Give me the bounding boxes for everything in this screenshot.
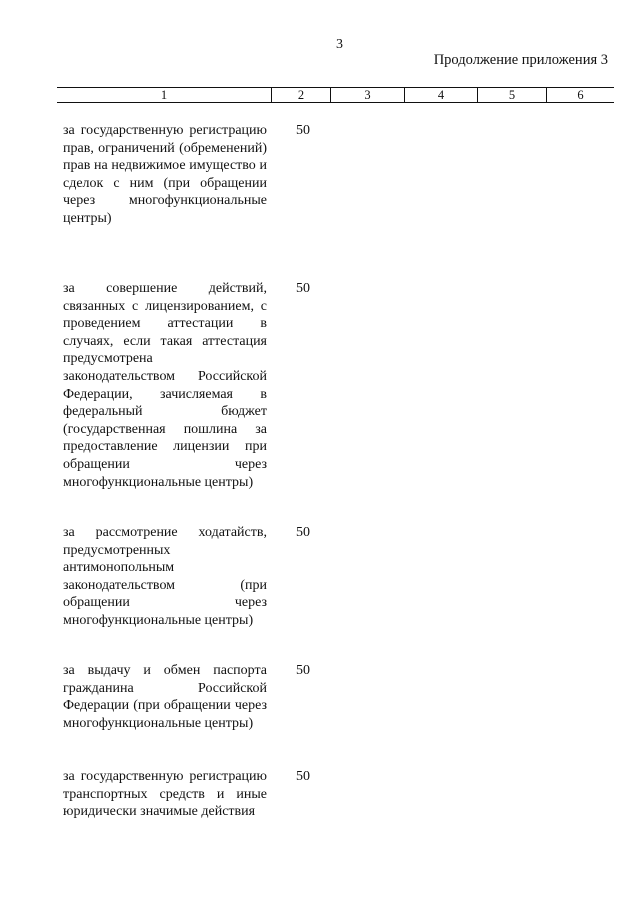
table-row-value: 50: [296, 769, 310, 784]
table-row-description: за государственную регистрацию транспортных средств и иные юридически значимые действия: [63, 769, 267, 820]
continuation-title: Продолжение приложения 3: [433, 52, 608, 68]
table-row-description: за совершение действий, связанных с лицензированием, с проведением аттестации в случаях, если такая аттестация предусмотрена законодательством Российской Федерации, зачисляемая в федеральный бюджет (государственная пошлина за предоставление лицензии при обращении через многофункциональные центры): [63, 281, 267, 490]
table-row-value: 50: [296, 281, 310, 296]
table-header-row: [57, 87, 614, 103]
column-header-6: 6: [546, 88, 614, 102]
column-header-1: 1: [160, 88, 168, 102]
table-row-description: за выдачу и обмен паспорта гражданина Российской Федерации (при обращении через многофункциональные центры): [63, 663, 267, 731]
page-number: 3: [336, 37, 343, 52]
column-header-2: 2: [271, 88, 330, 102]
table-row-value: 50: [296, 123, 310, 138]
table-row-description: за государственную регистрацию прав, ограничений (обременений) прав на недвижимое имущество и сделок с ним (при обращении через многофункциональные центры): [63, 123, 267, 226]
column-header-4: 4: [404, 88, 477, 102]
column-header-3: 3: [330, 88, 404, 102]
table-row-value: 50: [296, 663, 310, 678]
column-header-5: 5: [477, 88, 546, 102]
table-row-value: 50: [296, 525, 310, 540]
table-row-description: за рассмотрение ходатайств, предусмотренных антимонопольным законодательством (при обращении через многофункциональные центры): [63, 525, 267, 628]
